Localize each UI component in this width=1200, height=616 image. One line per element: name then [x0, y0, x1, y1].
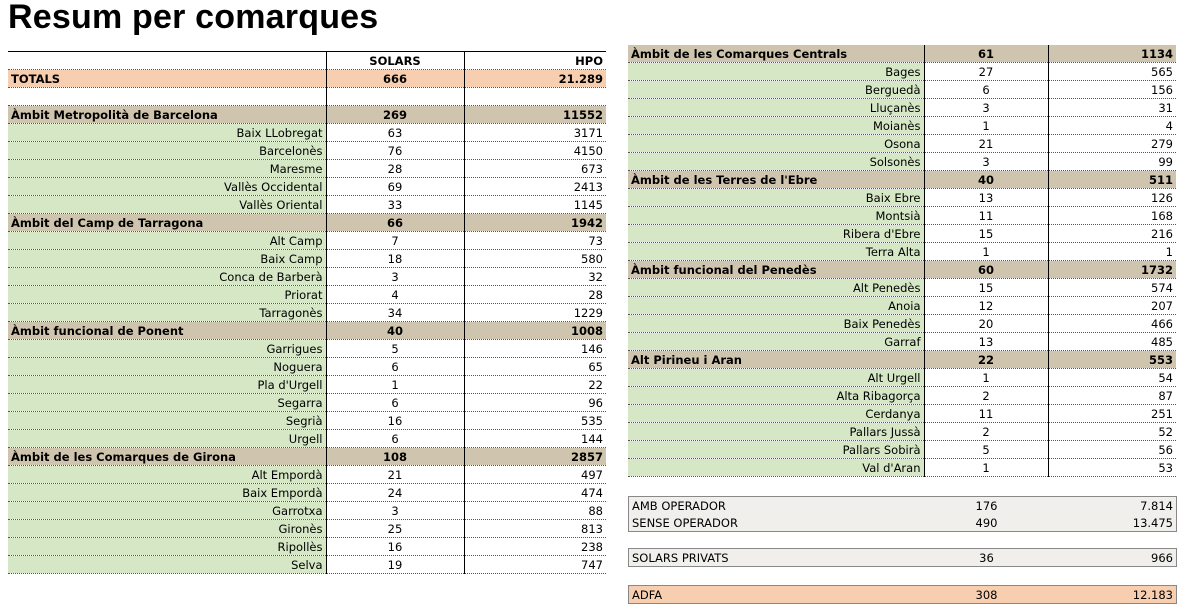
comarca-label: Segarra	[8, 394, 326, 412]
comarca-row	[8, 430, 606, 448]
comarca-row	[628, 423, 1176, 441]
comarca-hpo: 65	[588, 359, 603, 374]
ambit-hpo: 1732	[1048, 261, 1176, 279]
totals-solars: 666	[326, 70, 464, 88]
comarca-hpo: 574	[1151, 280, 1173, 295]
comarca-label: Pla d'Urgell	[8, 376, 326, 394]
adfa-label: ADFA	[632, 587, 663, 602]
comarca-label: Selva	[8, 556, 326, 574]
comarca-label: Priorat	[8, 286, 326, 304]
comarca-solars: 2	[924, 387, 1048, 405]
comarca-row	[628, 441, 1176, 459]
comarca-label: Cerdanya	[628, 405, 924, 423]
comarca-solars: 6	[326, 358, 464, 376]
ambit-label: Àmbit funcional de Ponent	[8, 322, 326, 340]
comarca-row	[8, 268, 606, 286]
comarca-solars: 16	[326, 412, 464, 430]
comarca-label: Gironès	[8, 520, 326, 538]
ambit-hpo: 1008	[464, 322, 606, 340]
comarca-hpo: 87	[1158, 388, 1173, 403]
comarca-solars: 3	[326, 268, 464, 286]
ambit-label: Àmbit Metropolità de Barcelona	[8, 106, 326, 124]
ambit-row	[8, 322, 606, 340]
comarca-solars: 6	[924, 81, 1048, 99]
ambit-solars: 40	[326, 322, 464, 340]
comarca-solars: 27	[924, 63, 1048, 81]
comarca-hpo: 1145	[573, 197, 603, 212]
ambit-label: Alt Pirineu i Aran	[628, 351, 924, 369]
comarca-solars: 1	[924, 369, 1048, 387]
comarca-hpo: 28	[588, 287, 603, 302]
comarca-label: Solsonès	[628, 153, 924, 171]
comarca-label: Vallès Occidental	[8, 178, 326, 196]
comarca-label: Baix Camp	[8, 250, 326, 268]
comarca-solars: 4	[326, 286, 464, 304]
ambit-row	[628, 261, 1176, 279]
comarca-row	[628, 333, 1176, 351]
ambit-row	[8, 448, 606, 466]
comarca-hpo: 673	[581, 161, 603, 176]
adfa-hpo: 12.183	[1132, 587, 1173, 602]
comarca-row	[628, 405, 1176, 423]
comarca-label: Conca de Barberà	[8, 268, 326, 286]
comarca-label: Urgell	[8, 430, 326, 448]
comarca-solars: 24	[326, 484, 464, 502]
comarca-label: Segrià	[8, 412, 326, 430]
ambit-hpo: 2857	[464, 448, 606, 466]
comarca-label: Montsià	[628, 207, 924, 225]
comarca-solars: 20	[924, 315, 1048, 333]
ambit-solars: 66	[326, 214, 464, 232]
comarca-hpo: 1	[1165, 244, 1173, 259]
comarca-hpo: 251	[1151, 406, 1173, 421]
comarca-hpo: 747	[581, 557, 603, 572]
comarca-hpo: 216	[1151, 226, 1173, 241]
comarca-row	[628, 387, 1176, 405]
comarca-row	[8, 520, 606, 538]
comarca-solars: 16	[326, 538, 464, 556]
ambit-row	[628, 45, 1176, 63]
comarca-label: Terra Alta	[628, 243, 924, 261]
header-row	[8, 52, 606, 70]
comarca-hpo: 580	[581, 251, 603, 266]
operator-summary-box	[628, 496, 1177, 532]
comarca-solars: 33	[326, 196, 464, 214]
adfa-row	[629, 586, 1177, 604]
comarca-label: Pallars Jussà	[628, 423, 924, 441]
comarca-solars: 34	[326, 304, 464, 322]
ambit-hpo: 1134	[1048, 45, 1176, 63]
ambit-row	[628, 171, 1176, 189]
header-label	[8, 52, 326, 70]
totals-row	[8, 70, 606, 88]
comarca-label: Ripollès	[8, 538, 326, 556]
comarca-solars: 3	[924, 99, 1048, 117]
comarca-row	[8, 394, 606, 412]
comarca-hpo: 56	[1158, 442, 1173, 457]
comarca-row	[628, 369, 1176, 387]
comarca-solars: 5	[924, 441, 1048, 459]
left-summary-table	[8, 51, 606, 574]
comarca-solars: 13	[924, 333, 1048, 351]
comarca-solars: 3	[924, 153, 1048, 171]
ambit-label: Àmbit de les Comarques Centrals	[628, 45, 924, 63]
comarca-hpo: 146	[581, 341, 603, 356]
comarca-hpo: 466	[1151, 316, 1173, 331]
ambit-label: Àmbit de les Terres de l'Ebre	[628, 171, 924, 189]
comarca-solars: 15	[924, 279, 1048, 297]
comarca-row	[8, 250, 606, 268]
ambit-solars: 61	[924, 45, 1048, 63]
comarca-row	[628, 225, 1176, 243]
comarca-label: Baix Empordà	[8, 484, 326, 502]
comarca-row	[628, 207, 1176, 225]
comarca-row	[8, 466, 606, 484]
comarca-hpo: 156	[1151, 82, 1173, 97]
comarca-label: Maresme	[8, 160, 326, 178]
comarca-solars: 7	[326, 232, 464, 250]
comarca-hpo: 565	[1151, 64, 1173, 79]
comarca-solars: 5	[326, 340, 464, 358]
comarca-row	[628, 243, 1176, 261]
comarca-row	[8, 376, 606, 394]
comarca-label: Vallès Oriental	[8, 196, 326, 214]
comarca-solars: 19	[326, 556, 464, 574]
sense-operador-row	[629, 514, 1177, 532]
comarca-label: Baix Ebre	[628, 189, 924, 207]
comarca-hpo: 4150	[573, 143, 603, 158]
comarca-solars: 12	[924, 297, 1048, 315]
comarca-row	[628, 135, 1176, 153]
sense-operador-hpo: 13.475	[1132, 515, 1173, 530]
ambit-solars: 40	[924, 171, 1048, 189]
comarca-row	[8, 232, 606, 250]
comarca-label: Bages	[628, 63, 924, 81]
comarca-solars: 1	[924, 243, 1048, 261]
comarca-row	[628, 99, 1176, 117]
comarca-hpo: 99	[1158, 154, 1173, 169]
solars-privats-label: SOLARS PRIVATS	[632, 550, 729, 565]
comarca-solars: 2	[924, 423, 1048, 441]
comarca-solars: 11	[924, 207, 1048, 225]
comarca-row	[628, 315, 1176, 333]
comarca-row	[8, 124, 606, 142]
ambit-solars: 60	[924, 261, 1048, 279]
comarca-row	[8, 142, 606, 160]
comarca-row	[628, 297, 1176, 315]
comarca-label: Noguera	[8, 358, 326, 376]
comarca-row	[628, 81, 1176, 99]
comarca-hpo: 73	[588, 233, 603, 248]
comarca-solars: 13	[924, 189, 1048, 207]
comarca-label: Val d'Aran	[628, 459, 924, 477]
comarca-solars: 1	[326, 376, 464, 394]
comarca-solars: 3	[326, 502, 464, 520]
ambit-solars: 22	[924, 351, 1048, 369]
amb-operador-row	[629, 497, 1177, 515]
solars-privats-hpo: 966	[1151, 550, 1173, 565]
comarca-label: Alta Ribagorça	[628, 387, 924, 405]
ambit-hpo: 553	[1048, 351, 1176, 369]
comarca-hpo: 168	[1151, 208, 1173, 223]
ambit-row	[8, 214, 606, 232]
comarca-solars: 11	[924, 405, 1048, 423]
comarca-label: Moianès	[628, 117, 924, 135]
totals-label: TOTALS	[8, 70, 326, 88]
comarca-solars: 21	[326, 466, 464, 484]
comarca-row	[8, 502, 606, 520]
comarca-solars: 25	[326, 520, 464, 538]
header-hpo: HPO	[464, 52, 606, 70]
comarca-row	[628, 279, 1176, 297]
comarca-label: Tarragonès	[8, 304, 326, 322]
ambit-hpo: 1942	[464, 214, 606, 232]
comarca-label: Alt Urgell	[628, 369, 924, 387]
ambit-label: Àmbit del Camp de Tarragona	[8, 214, 326, 232]
comarca-row	[8, 304, 606, 322]
comarca-hpo: 3171	[573, 125, 603, 140]
sense-operador-label: SENSE OPERADOR	[632, 515, 738, 530]
comarca-label: Anoia	[628, 297, 924, 315]
comarca-solars: 28	[326, 160, 464, 178]
private-summary-box	[628, 548, 1177, 567]
comarca-hpo: 32	[588, 269, 603, 284]
amb-operador-label: AMB OPERADOR	[632, 498, 726, 513]
comarca-hpo: 4	[1165, 118, 1173, 133]
amb-operador-hpo: 7.814	[1140, 498, 1173, 513]
comarca-hpo: 238	[581, 539, 603, 554]
comarca-hpo: 88	[588, 503, 603, 518]
comarca-row	[8, 286, 606, 304]
comarca-hpo: 96	[588, 395, 603, 410]
comarca-label: Baix Penedès	[628, 315, 924, 333]
solars-privats-row	[629, 549, 1177, 567]
ambit-label: Àmbit de les Comarques de Girona	[8, 448, 326, 466]
comarca-hpo: 53	[1158, 460, 1173, 475]
comarca-hpo: 497	[581, 467, 603, 482]
ambit-row	[628, 351, 1176, 369]
comarca-hpo: 52	[1158, 424, 1173, 439]
ambit-label: Àmbit funcional del Penedès	[628, 261, 924, 279]
comarca-hpo: 813	[581, 521, 603, 536]
ambit-hpo: 511	[1048, 171, 1176, 189]
comarca-label: Osona	[628, 135, 924, 153]
comarca-hpo: 144	[581, 431, 603, 446]
comarca-solars: 1	[924, 459, 1048, 477]
comarca-solars: 63	[326, 124, 464, 142]
comarca-row	[628, 153, 1176, 171]
solars-privats-solars: 36	[979, 550, 994, 565]
comarca-row	[8, 196, 606, 214]
comarca-label: Alt Camp	[8, 232, 326, 250]
comarca-hpo: 126	[1151, 190, 1173, 205]
comarca-hpo: 31	[1158, 100, 1173, 115]
comarca-hpo: 54	[1158, 370, 1173, 385]
comarca-label: Berguedà	[628, 81, 924, 99]
header-solars: SOLARS	[326, 52, 464, 70]
comarca-hpo: 279	[1151, 136, 1173, 151]
right-summary-table	[628, 45, 1176, 477]
comarca-row	[8, 412, 606, 430]
ambit-solars: 269	[326, 106, 464, 124]
comarca-solars: 6	[326, 430, 464, 448]
comarca-hpo: 474	[581, 485, 603, 500]
comarca-label: Lluçanès	[628, 99, 924, 117]
page-title: Resum per comarques	[8, 0, 379, 36]
comarca-row	[628, 63, 1176, 81]
comarca-label: Garrigues	[8, 340, 326, 358]
adfa-solars: 308	[975, 587, 998, 602]
comarca-solars: 15	[924, 225, 1048, 243]
comarca-label: Barcelonès	[8, 142, 326, 160]
comarca-label: Alt Penedès	[628, 279, 924, 297]
comarca-hpo: 1229	[573, 305, 603, 320]
comarca-solars: 21	[924, 135, 1048, 153]
amb-operador-solars: 176	[975, 498, 998, 513]
comarca-solars: 1	[924, 117, 1048, 135]
comarca-solars: 18	[326, 250, 464, 268]
comarca-label: Alt Empordà	[8, 466, 326, 484]
comarca-hpo: 207	[1151, 298, 1173, 313]
comarca-label: Ribera d'Ebre	[628, 225, 924, 243]
comarca-label: Pallars Sobirà	[628, 441, 924, 459]
comarca-row	[8, 160, 606, 178]
comarca-row	[8, 178, 606, 196]
adfa-summary-box	[628, 585, 1177, 604]
comarca-row	[8, 484, 606, 502]
comarca-label: Garrotxa	[8, 502, 326, 520]
comarca-label: Baix LLobregat	[8, 124, 326, 142]
comarca-hpo: 2413	[573, 179, 603, 194]
comarca-solars: 69	[326, 178, 464, 196]
comarca-solars: 6	[326, 394, 464, 412]
comarca-row	[8, 556, 606, 574]
sense-operador-solars: 490	[975, 515, 998, 530]
comarca-row	[8, 340, 606, 358]
comarca-row	[628, 117, 1176, 135]
comarca-hpo: 22	[588, 377, 603, 392]
comarca-label: Garraf	[628, 333, 924, 351]
comarca-solars: 76	[326, 142, 464, 160]
comarca-row	[8, 358, 606, 376]
comarca-hpo: 535	[581, 413, 603, 428]
comarca-row	[8, 538, 606, 556]
comarca-row	[628, 459, 1176, 477]
ambit-hpo: 11552	[464, 106, 606, 124]
comarca-hpo: 485	[1151, 334, 1173, 349]
totals-hpo: 21.289	[464, 70, 606, 88]
spacer-row	[8, 88, 606, 106]
comarca-row	[628, 189, 1176, 207]
ambit-row	[8, 106, 606, 124]
ambit-solars: 108	[326, 448, 464, 466]
